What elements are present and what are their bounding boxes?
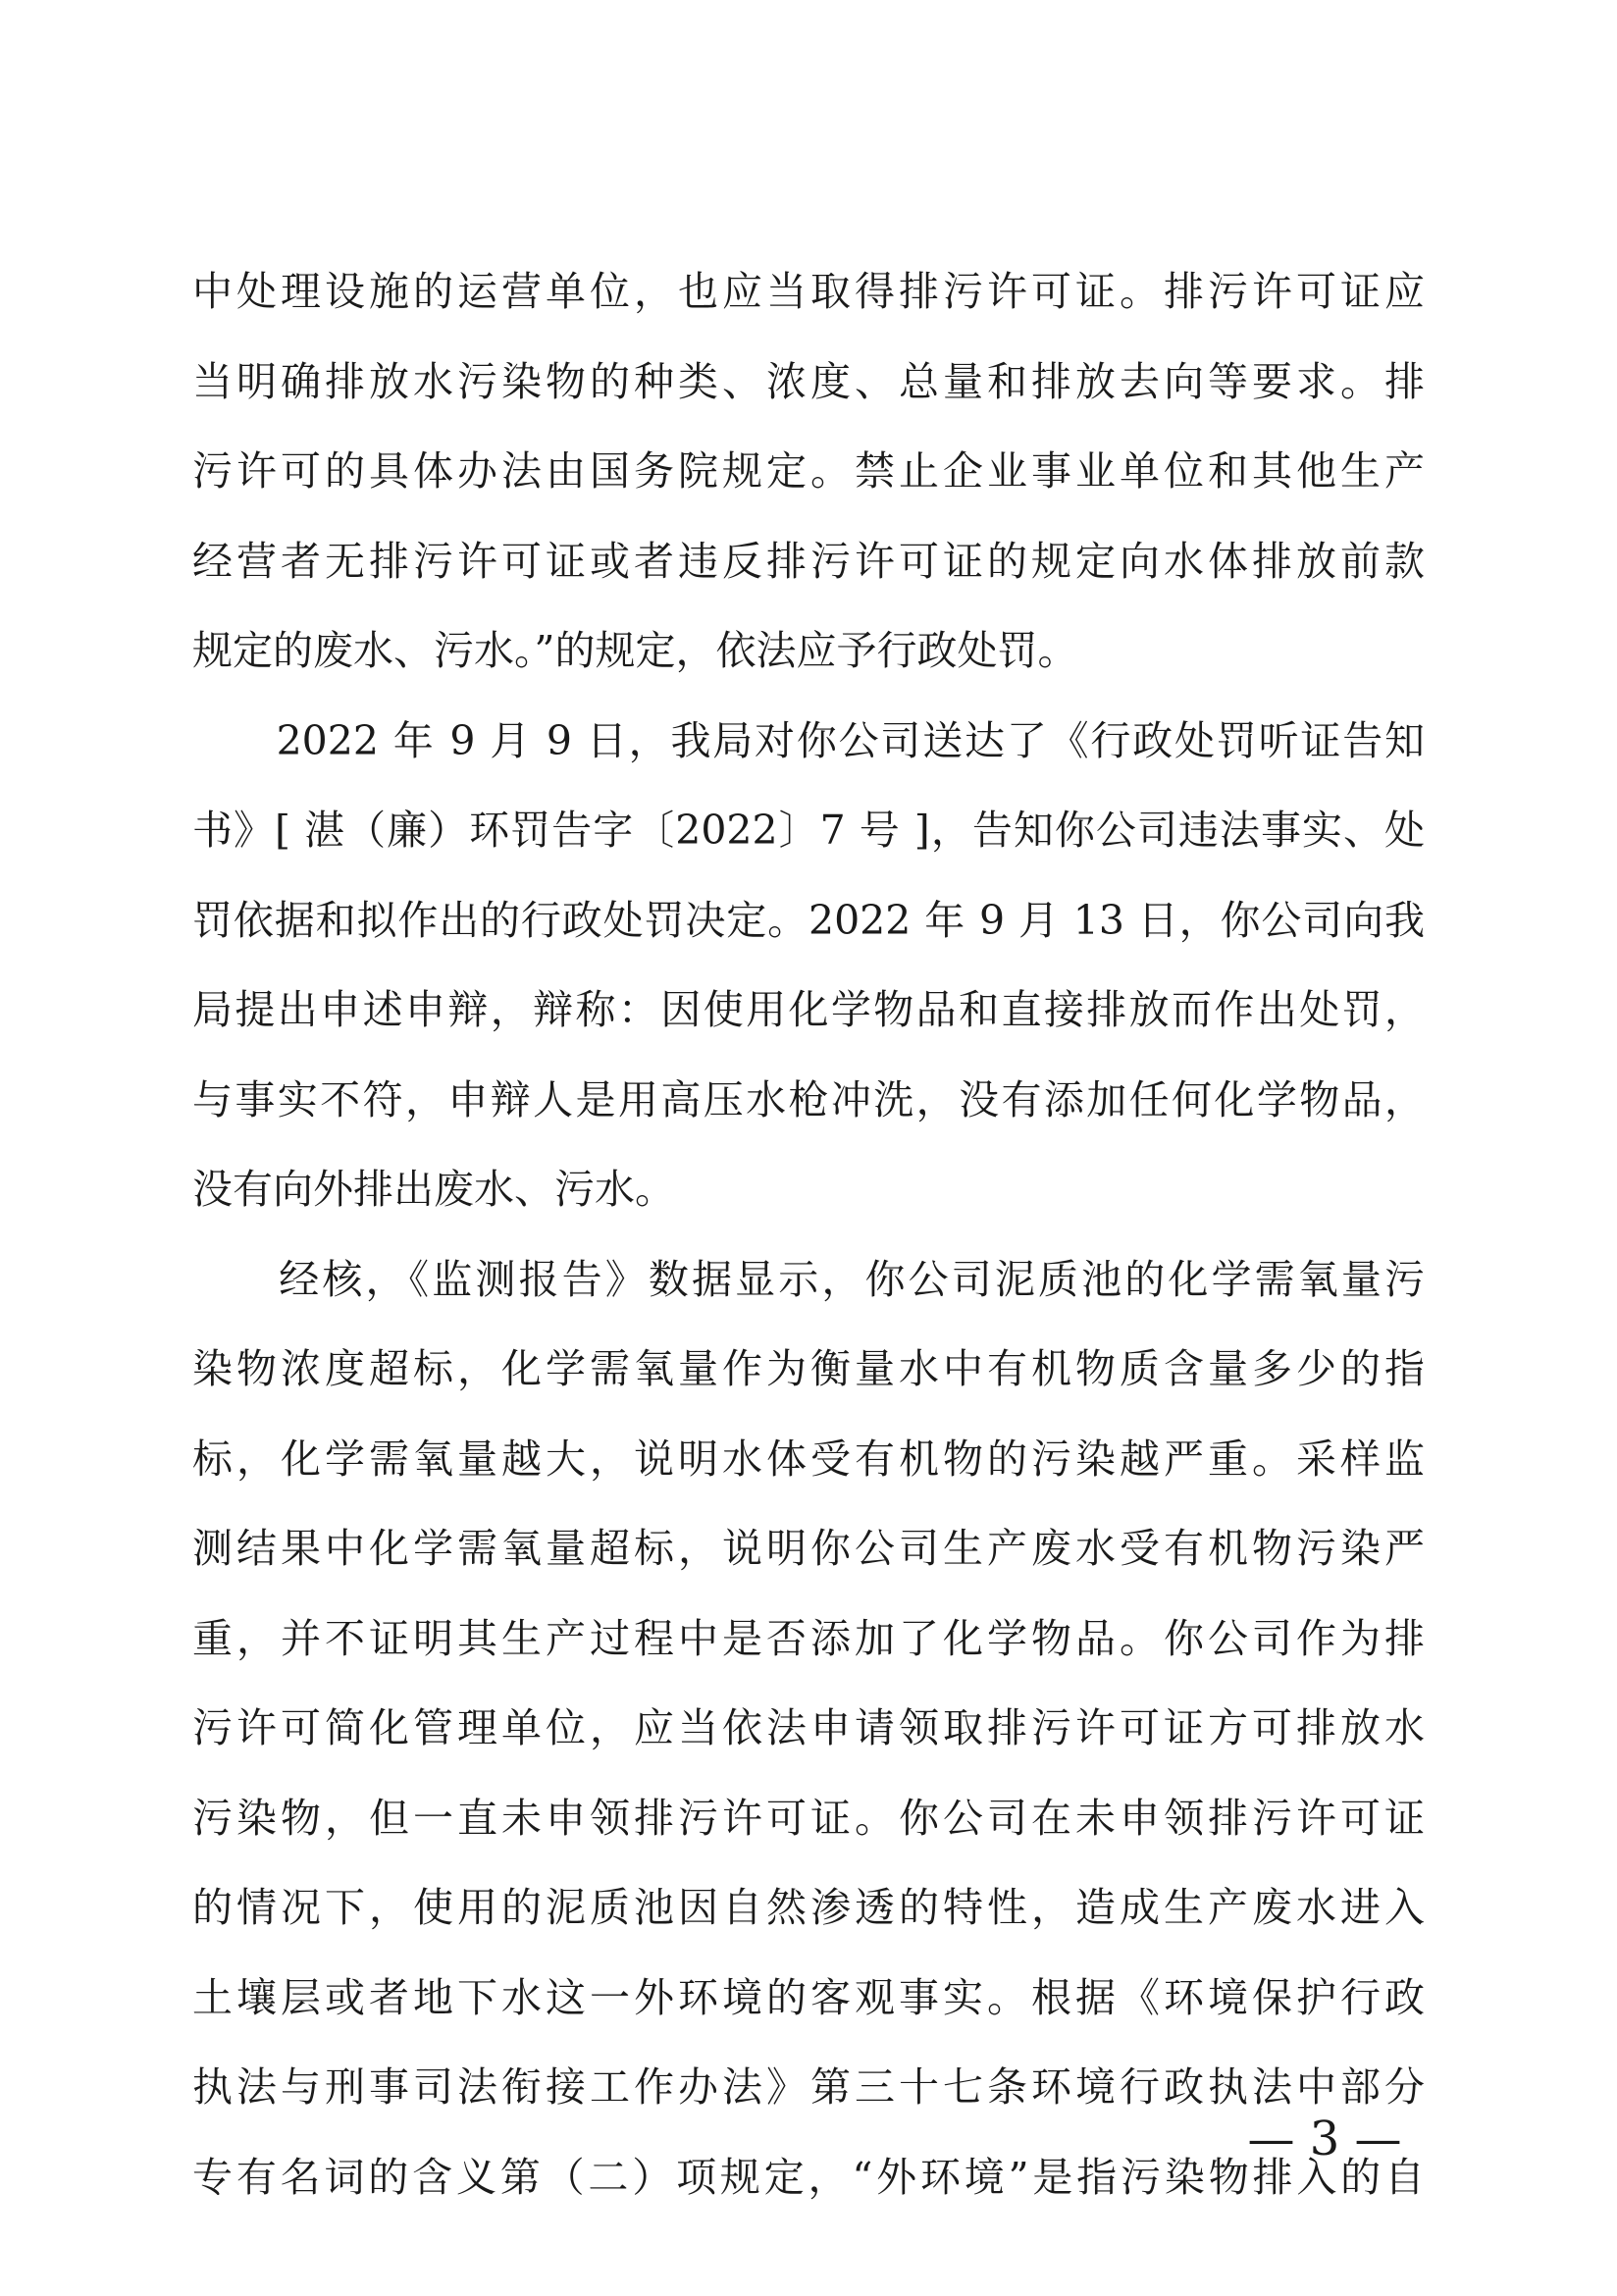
text-line: 经核，《监测报告》数据显示，你公司泥质池的化学需氧量污	[192, 1255, 1425, 1303]
text-line: 专有名词的含义第（二）项规定，“外环境”是指污染物排入的自	[192, 2153, 1425, 2201]
text-line: 土壤层或者地下水这一外环境的客观事实。根据《环境保护行政	[192, 1973, 1425, 2021]
text-line: 重，并不证明其生产过程中是否添加了化学物品。你公司作为排	[192, 1614, 1425, 1662]
text-line: 罚依据和拟作出的行政处罚决定。2022 年 9 月 13 日，你公司向我	[192, 896, 1425, 944]
text-line: 标，化学需氧量越大，说明水体受有机物的污染越严重。采样监	[192, 1435, 1425, 1483]
text-line: 染物浓度超标，化学需氧量作为衡量水中有机物质含量多少的指	[192, 1345, 1425, 1392]
text-line: 测结果中化学需氧量超标，说明你公司生产废水受有机物污染严	[192, 1525, 1425, 1572]
paragraph-1	[192, 247, 1425, 697]
paragraph-3	[192, 1235, 1425, 2223]
text-line: 的情况下，使用的泥质池因自然渗透的特性，造成生产废水进入	[192, 1884, 1425, 1931]
text-line: 当明确排放水污染物的种类、浓度、总量和排放去向等要求。排	[192, 357, 1425, 405]
text-line: 污许可简化管理单位，应当依法申请领取排污许可证方可排放水	[192, 1704, 1425, 1751]
text-line: 规定的废水、污水。”的规定，依法应予行政处罚。	[192, 627, 1078, 674]
text-line: 经营者无排污许可证或者违反排污许可证的规定向水体排放前款	[192, 537, 1425, 585]
text-line: 2022 年 9 月 9 日，我局对你公司送达了《行政处罚听证告知	[192, 716, 1425, 764]
text-line: 执法与刑事司法衔接工作办法》第三十七条环境行政执法中部分	[192, 2063, 1425, 2111]
text-line: 书》[ 湛（廉）环罚告字〔2022〕7 号 ]，告知你公司违法事实、处	[192, 807, 1425, 854]
text-line: 污许可的具体办法由国务院规定。禁止企业事业单位和其他生产	[192, 447, 1425, 495]
text-line: 污染物，但一直未申领排污许可证。你公司在未申领排污许可证	[192, 1794, 1425, 1842]
document-body	[192, 247, 1425, 2222]
text-line: 没有向外排出废水、污水。	[192, 1166, 675, 1213]
text-line: 中处理设施的运营单位，也应当取得排污许可证。排污许可证应	[192, 268, 1425, 315]
text-line: 与事实不符，申辩人是用高压水枪冲洗，没有添加任何化学物品，	[192, 1075, 1425, 1123]
text-line: 局提出申述申辩，辩称：因使用化学物品和直接排放而作出处罚，	[192, 986, 1425, 1033]
paragraph-2	[192, 697, 1425, 1235]
page-number: — 3 —	[1247, 2112, 1402, 2166]
